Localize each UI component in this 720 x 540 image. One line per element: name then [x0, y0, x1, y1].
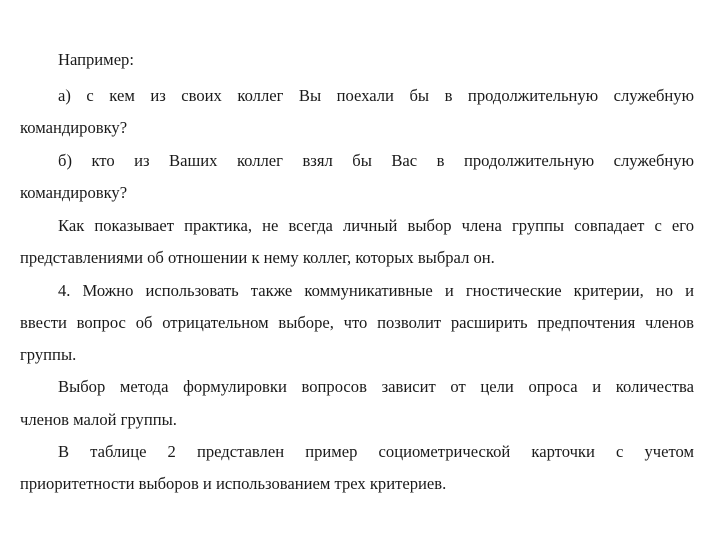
paragraph-table-line-1: В таблице 2 представлен пример социометрической карточки с учетом: [58, 442, 694, 461]
paragraph-criteria-line-2: ввести вопрос об отрицательном выборе, что позволит расширить предпочтения членов: [20, 313, 694, 332]
paragraph-criteria-line-1: 4. Можно использовать также коммуникативные и гностические критерии, но и: [58, 281, 694, 300]
paragraph-method-line-2: членов малой группы.: [20, 410, 177, 429]
paragraph-table-line-2: приоритетности выборов и использованием трех критериев.: [20, 474, 447, 493]
question-b-line-2: командировку?: [20, 183, 128, 202]
paragraph-criteria-line-3: группы.: [20, 345, 77, 364]
question-b-line-1: б) кто из Ваших коллег взял бы Вас в продолжительную служебную: [58, 151, 694, 170]
paragraph-practice-line-2: представлениями об отношении к нему коллег, которых выбрал он.: [20, 248, 495, 267]
question-a-line-1: а) с кем из своих коллег Вы поехали бы в продолжительную служебную: [58, 86, 694, 105]
paragraph-practice-line-1: Как показывает практика, не всегда личный выбор члена группы совпадает с его: [58, 216, 694, 235]
example-heading: Например:: [58, 50, 134, 69]
paragraph-method-line-1: Выбор метода формулировки вопросов зависит от цели опроса и количества: [58, 377, 694, 396]
question-a-line-2: командировку?: [20, 118, 128, 137]
